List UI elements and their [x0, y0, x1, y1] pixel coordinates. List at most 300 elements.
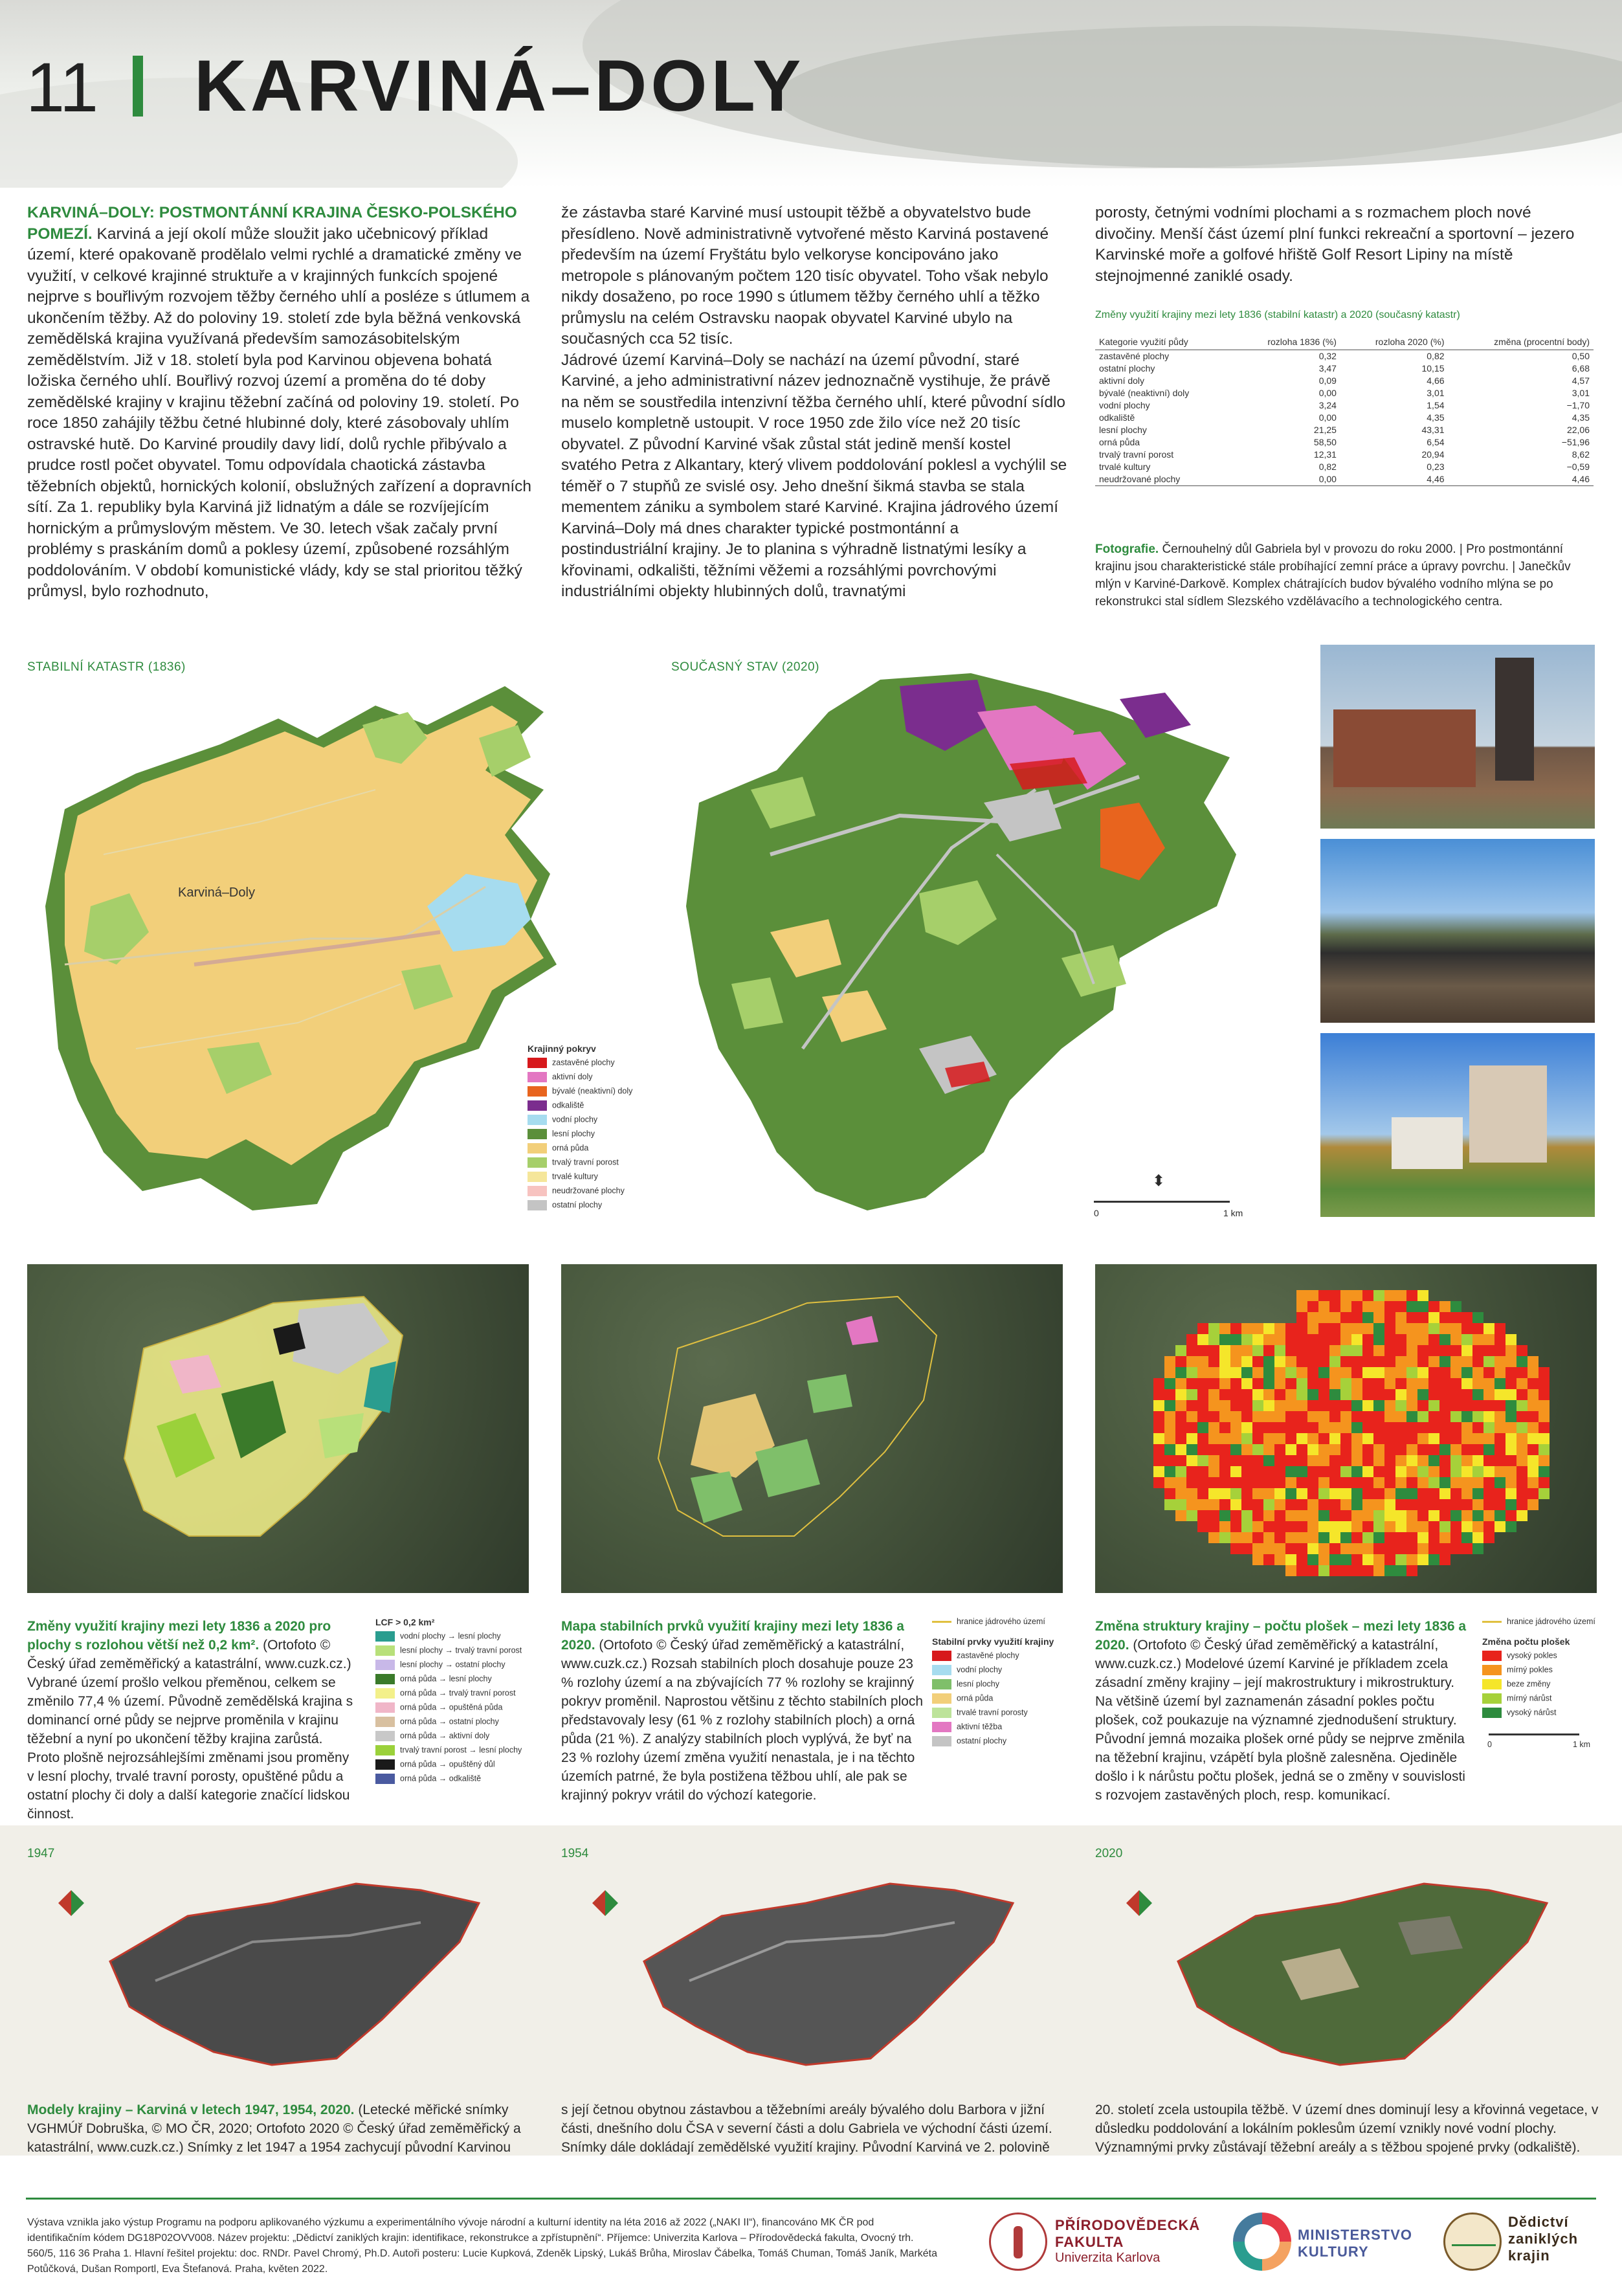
legend-label: lesní plochy → trvalý travní porost — [400, 1645, 522, 1655]
patch-cell — [1296, 1543, 1307, 1554]
patch-cell — [1274, 1433, 1285, 1444]
table-cell: 4,46 — [1449, 473, 1594, 486]
footer-divider — [26, 2198, 1596, 2200]
patch-cell — [1384, 1290, 1395, 1301]
legend-swatch — [932, 1679, 951, 1689]
table-cell: −0,59 — [1566, 462, 1590, 472]
patch-cell — [1186, 1356, 1197, 1367]
patch-cell — [1241, 1477, 1252, 1488]
patch-cell — [1285, 1554, 1296, 1565]
model-1947 — [58, 1864, 511, 2078]
patch-cell — [1285, 1466, 1296, 1477]
table-cell: 0,82 — [1427, 351, 1445, 361]
table-cell: 43,31 — [1421, 425, 1445, 435]
patch-cell — [1439, 1367, 1450, 1378]
patch-cell — [1362, 1521, 1373, 1532]
patch-cell — [1362, 1422, 1373, 1433]
patch-cell — [1285, 1422, 1296, 1433]
patch-cell — [1384, 1565, 1395, 1576]
patch-cell — [1428, 1477, 1439, 1488]
patch-cell — [1528, 1422, 1539, 1433]
patch-cell — [1208, 1433, 1219, 1444]
table-row — [1095, 362, 1594, 375]
map-2020-label: SOUČASNÝ STAV (2020) — [671, 660, 819, 674]
patch-cell — [1362, 1334, 1373, 1345]
legend-swatch — [375, 1731, 395, 1741]
patch-cell — [1164, 1389, 1175, 1400]
patch-cell — [1285, 1444, 1296, 1455]
patch-cell — [1505, 1411, 1516, 1422]
patch-cell — [1472, 1477, 1483, 1488]
patch-cell — [1384, 1488, 1395, 1499]
table-cell: 3,01 — [1572, 388, 1590, 398]
patch-cell — [1373, 1400, 1384, 1411]
patch-cell — [1472, 1400, 1483, 1411]
patch-cell — [1263, 1389, 1274, 1400]
table-cell: 21,25 — [1313, 425, 1337, 435]
patch-cell — [1296, 1565, 1307, 1576]
patch-cell — [1351, 1345, 1362, 1356]
patch-cell — [1461, 1477, 1472, 1488]
legend-item — [1482, 1665, 1599, 1679]
table-title: Změny využití krajiny mezi lety 1836 (stabilní katastr) a 2020 (současný katastr) — [1095, 309, 1460, 320]
table-row — [1095, 387, 1594, 399]
patch-cell — [1450, 1422, 1461, 1433]
patch-cell — [1340, 1455, 1351, 1466]
legend-label: vodní plochy — [552, 1115, 598, 1124]
patch-cell — [1296, 1510, 1307, 1521]
ministry-logo-text — [1298, 2227, 1412, 2260]
patch-cell — [1230, 1345, 1241, 1356]
patch-cell — [1516, 1378, 1528, 1389]
patch-cell — [1263, 1422, 1274, 1433]
patch-cell — [1296, 1532, 1307, 1543]
legend-swatch — [932, 1736, 951, 1746]
legend-swatch — [932, 1693, 951, 1704]
patch-cell — [1406, 1521, 1417, 1532]
legend-swatch — [375, 1759, 395, 1770]
patch-cell — [1384, 1455, 1395, 1466]
patch-cell — [1241, 1499, 1252, 1510]
heritage-logo-line1: Dědictví — [1508, 2214, 1569, 2230]
patch-cell — [1362, 1510, 1373, 1521]
patch-cell — [1483, 1323, 1494, 1334]
patch-cell — [1505, 1422, 1516, 1433]
patch-cell — [1329, 1466, 1340, 1477]
patch-cell — [1175, 1345, 1186, 1356]
patch-cell — [1362, 1378, 1373, 1389]
patch-cell — [1439, 1444, 1450, 1455]
patch-cell — [1384, 1301, 1395, 1312]
patch-cell — [1175, 1367, 1186, 1378]
legend-swatch — [1482, 1651, 1502, 1661]
patch-cell — [1406, 1367, 1417, 1378]
patch-cell — [1406, 1323, 1417, 1334]
patch-cell — [1539, 1378, 1550, 1389]
legend-swatch — [528, 1100, 547, 1111]
patch-cell — [1373, 1444, 1384, 1455]
patch-cell — [1153, 1466, 1164, 1477]
patch-cell — [1263, 1521, 1274, 1532]
patch-cell — [1450, 1389, 1461, 1400]
patch-cell — [1252, 1499, 1263, 1510]
patch-cell — [1340, 1378, 1351, 1389]
patch-cell — [1384, 1367, 1395, 1378]
patch-cell — [1329, 1554, 1340, 1565]
patch-cell — [1351, 1378, 1362, 1389]
patch-cell — [1539, 1422, 1550, 1433]
patch-cell — [1351, 1444, 1362, 1455]
patch-cell — [1219, 1345, 1230, 1356]
table-cell: orná půda — [1099, 437, 1140, 447]
patch-cell — [1528, 1499, 1539, 1510]
patch-cell — [1340, 1488, 1351, 1499]
patch-cell — [1186, 1389, 1197, 1400]
legend-label: trvalý travní porost — [552, 1157, 619, 1167]
patch-cell — [1197, 1367, 1208, 1378]
patch-cell — [1472, 1345, 1483, 1356]
patch-cell — [1395, 1477, 1406, 1488]
patch-cell — [1428, 1312, 1439, 1323]
patch-cell — [1296, 1499, 1307, 1510]
patch-cell — [1219, 1389, 1230, 1400]
patch-cell — [1164, 1477, 1175, 1488]
patch-cell — [1175, 1455, 1186, 1466]
patch-cell — [1307, 1323, 1318, 1334]
patch-cell — [1373, 1389, 1384, 1400]
patch-cell — [1307, 1312, 1318, 1323]
patch-cell — [1417, 1334, 1428, 1345]
patch-cell — [1285, 1433, 1296, 1444]
patch-cell — [1351, 1521, 1362, 1532]
patch-cell — [1483, 1367, 1494, 1378]
patch-cell — [1175, 1433, 1186, 1444]
patch-cell — [1351, 1301, 1362, 1312]
patch-cell — [1307, 1543, 1318, 1554]
patch-cell — [1230, 1499, 1241, 1510]
patch-cell — [1439, 1455, 1450, 1466]
patch-cell — [1417, 1433, 1428, 1444]
caption-stable-title: Mapa stabilních prvků využití krajiny mezi lety 1836 a 2020. — [561, 1619, 904, 1653]
patch-cell — [1296, 1356, 1307, 1367]
patch-cell — [1252, 1323, 1263, 1334]
patch-cell — [1285, 1334, 1296, 1345]
legend-swatch — [375, 1774, 395, 1784]
patch-cell — [1472, 1312, 1483, 1323]
patch-cell — [1406, 1554, 1417, 1565]
patch-cell — [1208, 1466, 1219, 1477]
stable-elements-overlay — [561, 1264, 1063, 1593]
patch-cell — [1219, 1422, 1230, 1433]
north-arrow-icon: ⬍ — [1152, 1172, 1166, 1190]
patch-cell — [1384, 1323, 1395, 1334]
legend-label: orná půda → lesní plochy — [400, 1674, 492, 1684]
patch-cell — [1505, 1499, 1516, 1510]
patch-cell — [1318, 1301, 1329, 1312]
patch-cell — [1494, 1345, 1505, 1356]
patch-cell — [1318, 1565, 1329, 1576]
patch-cell — [1164, 1400, 1175, 1411]
patch-cell — [1340, 1334, 1351, 1345]
patch-cell — [1494, 1356, 1505, 1367]
patch-cell — [1450, 1345, 1461, 1356]
patch-cell — [1395, 1356, 1406, 1367]
patch-cell — [1230, 1455, 1241, 1466]
patch-cell — [1164, 1367, 1175, 1378]
patch-cell — [1494, 1510, 1505, 1521]
legend-item — [932, 1679, 1074, 1693]
scale-km: 1 km — [1223, 1208, 1243, 1218]
table-cell: 3,24 — [1318, 400, 1337, 410]
legend-item — [528, 1129, 676, 1143]
patch-cell — [1318, 1356, 1329, 1367]
patch-cell — [1384, 1433, 1395, 1444]
legend-item — [1482, 1708, 1599, 1722]
patch-cell — [1384, 1345, 1395, 1356]
legend-item — [528, 1058, 676, 1072]
patch-cell — [1274, 1477, 1285, 1488]
patch-cell — [1428, 1356, 1439, 1367]
patch-cell — [1428, 1554, 1439, 1565]
legend-label: bývalé (neaktivní) doly — [552, 1086, 633, 1096]
legend-item — [528, 1157, 676, 1172]
patch-cell — [1362, 1312, 1373, 1323]
patch-cell — [1483, 1400, 1494, 1411]
patch-cell — [1483, 1422, 1494, 1433]
patch-cell — [1153, 1411, 1164, 1422]
patch-cell — [1318, 1334, 1329, 1345]
patch-cell — [1340, 1499, 1351, 1510]
legend-item — [528, 1100, 676, 1115]
patch-cell — [1395, 1378, 1406, 1389]
patch-cell — [1505, 1466, 1516, 1477]
patch-cell — [1274, 1356, 1285, 1367]
patch-cell — [1472, 1389, 1483, 1400]
caption-patch-text: (Ortofoto © Český úřad zeměměřický a katastrální, www.cuzk.cz.) Modelové území Karviné je příkladem zcela zásadní změny krajiny – její makrostruktury i mikrostruktury. Na většině území byl zaznamenán zásadní pokles počtu plošek, což poukazuje na významné zjednodušení struktury. Původní jemná mozaika plošek orné půdy se nejprve změnila na těžební krajinu, vzápětí byla plošně zalesněna. Ojediněle došlo i k nárůstu počtu plošek, jedná se o změny v souvislosti s rozvojem zastavěných ploch, resp. komunikací. — [1095, 1638, 1465, 1803]
patch-cell — [1241, 1411, 1252, 1422]
patch-cell — [1197, 1488, 1208, 1499]
legend-swatch — [375, 1688, 395, 1699]
legend-swatch — [375, 1745, 395, 1755]
intro-text-1: Karviná a její okolí může sloužit jako učebnicový příklad území, které opakovaně prodělalo velmi rychlé a dramatické změny ve využití, v celkové krajinné struktuře a v krajinných funkcích spojené nejprve s bouřlivým rozvojem těžby černého uhlí a posléze s útlumem a ukončením těžby. Až do poloviny 19. století zde byla běžná venkovská zemědělská krajina využívaná především samozásobitelským zemědělstvím. Již v 18. století byla pod Karvinou objevena bohatá ložiska černého uhlí. Bouřlivý rozvoj území a proměna do té doby zemědělské krajiny v krajinu těžební začíná od poloviny 19. století. Po roce 1850 zahájily těžbu četné hlubinné doly, které zásobovaly uhlím ostravské hutě. Do Karviné proudily davy lidí, dolů rychle přibývalo a prudce rostl počet obyvatel. Tomu odpovídala chaotická zástavba těžebních objektů, hornických kolonií, obslužných zařízení a dopravních sítí. Za 1. republiky byla Karviná již lidnatým a dále se rozvíjejícím hornickým a průmyslovým městem. Ve 30. letech však začaly první problémy s praskáním domů a poklesy území, způsobené rozsáhlým poddolováním. V období komunistické vlády, kdy se stal prioritou těžký průmysl, bylo rozhodnuto, — [27, 225, 531, 600]
patch-cell — [1428, 1488, 1439, 1499]
patch-cell — [1252, 1466, 1263, 1477]
legend-swatch — [1482, 1708, 1502, 1718]
patch-cell — [1241, 1323, 1252, 1334]
patch-cell — [1307, 1510, 1318, 1521]
patch-cell — [1406, 1543, 1417, 1554]
patch-cell — [1296, 1444, 1307, 1455]
table-cell: 6,54 — [1427, 437, 1445, 447]
legend-label: orná půda → trvalý travní porost — [400, 1688, 516, 1698]
patch-cell — [1329, 1477, 1340, 1488]
patch-cell — [1175, 1411, 1186, 1422]
patch-cell — [1362, 1411, 1373, 1422]
patch-cell — [1406, 1455, 1417, 1466]
patch-cell — [1494, 1521, 1505, 1532]
patch-cell — [1373, 1499, 1384, 1510]
patch-cell — [1395, 1323, 1406, 1334]
patch-cell — [1373, 1488, 1384, 1499]
lcf-legend — [375, 1617, 544, 1788]
patch-cell — [1417, 1521, 1428, 1532]
patch-boundary-swatch — [1482, 1621, 1502, 1623]
table-cell: zastavěné plochy — [1099, 351, 1170, 361]
patch-cell — [1461, 1488, 1472, 1499]
patch-cell — [1539, 1367, 1550, 1378]
legend-item — [932, 1736, 1074, 1750]
legend-item — [528, 1086, 676, 1100]
patch-cell — [1241, 1466, 1252, 1477]
patch-cell — [1428, 1389, 1439, 1400]
patch-cell — [1197, 1477, 1208, 1488]
patch-cell — [1472, 1422, 1483, 1433]
patch-cell — [1373, 1565, 1384, 1576]
patch-cell — [1439, 1521, 1450, 1532]
patch-cell — [1373, 1455, 1384, 1466]
patch-cell — [1362, 1367, 1373, 1378]
patch-cell — [1274, 1422, 1285, 1433]
patch-cell — [1494, 1488, 1505, 1499]
patch-cell — [1296, 1411, 1307, 1422]
patch-cell — [1318, 1378, 1329, 1389]
legend-label: odkaliště — [552, 1100, 584, 1110]
patch-cell — [1164, 1455, 1175, 1466]
patch-cell — [1483, 1389, 1494, 1400]
patch-cell — [1219, 1499, 1230, 1510]
map-patch-change — [1095, 1264, 1597, 1593]
patch-cell — [1428, 1411, 1439, 1422]
patch-cell — [1516, 1389, 1528, 1400]
patch-cell — [1329, 1290, 1340, 1301]
legend-label: vysoký pokles — [1507, 1651, 1557, 1660]
legend-item — [932, 1693, 1074, 1708]
patch-cell — [1417, 1389, 1428, 1400]
patch-cell — [1241, 1389, 1252, 1400]
patch-cell — [1197, 1323, 1208, 1334]
patch-cell — [1351, 1565, 1362, 1576]
patch-cell — [1450, 1455, 1461, 1466]
patch-cell — [1461, 1389, 1472, 1400]
patch-cell — [1219, 1455, 1230, 1466]
patch-cell — [1362, 1323, 1373, 1334]
patch-cell — [1450, 1543, 1461, 1554]
patch-cell — [1351, 1312, 1362, 1323]
patch-cell — [1362, 1433, 1373, 1444]
patch-cell — [1505, 1345, 1516, 1356]
patch-cell — [1505, 1400, 1516, 1411]
legend-item — [932, 1708, 1074, 1722]
patch-cell — [1406, 1334, 1417, 1345]
patch-cell — [1461, 1510, 1472, 1521]
patch-cell — [1296, 1389, 1307, 1400]
scale-zero: 0 — [1094, 1208, 1099, 1218]
patch-cell — [1483, 1488, 1494, 1499]
page-title: KARVINÁ–DOLY — [194, 45, 805, 126]
patch-boundary-label: hranice jádrového území — [1507, 1617, 1595, 1626]
patch-cell — [1505, 1455, 1516, 1466]
patch-cell — [1384, 1499, 1395, 1510]
patch-cell — [1252, 1367, 1263, 1378]
patch-cell — [1197, 1444, 1208, 1455]
patch-cell — [1164, 1378, 1175, 1389]
patch-cell — [1252, 1444, 1263, 1455]
patch-cell — [1450, 1367, 1461, 1378]
map-1836 — [39, 660, 570, 1230]
patch-cell — [1296, 1422, 1307, 1433]
patch-cell — [1461, 1499, 1472, 1510]
patch-cell — [1505, 1389, 1516, 1400]
patch-cell — [1285, 1378, 1296, 1389]
patch-cell — [1395, 1543, 1406, 1554]
table-cell: odkaliště — [1099, 412, 1135, 423]
patch-cell — [1307, 1466, 1318, 1477]
patch-cell — [1208, 1356, 1219, 1367]
patch-cell — [1340, 1565, 1351, 1576]
patch-cell — [1461, 1466, 1472, 1477]
patch-cell — [1197, 1510, 1208, 1521]
patch-cell — [1516, 1411, 1528, 1422]
patch-cell — [1351, 1367, 1362, 1378]
patch-cell — [1329, 1510, 1340, 1521]
patch-cell — [1505, 1444, 1516, 1455]
patch-cell — [1186, 1378, 1197, 1389]
patch-cell — [1252, 1477, 1263, 1488]
patch-cell — [1241, 1422, 1252, 1433]
patch-cell — [1197, 1400, 1208, 1411]
patch-cell — [1439, 1499, 1450, 1510]
patch-cell — [1450, 1334, 1461, 1345]
patch-cell — [1219, 1433, 1230, 1444]
patch-cell — [1417, 1554, 1428, 1565]
patch-cell — [1219, 1532, 1230, 1543]
patch-cell — [1186, 1466, 1197, 1477]
patch-cell — [1516, 1510, 1528, 1521]
legend-item — [528, 1115, 676, 1129]
patch-cell — [1318, 1444, 1329, 1455]
patch-cell — [1241, 1356, 1252, 1367]
patch-cell — [1373, 1554, 1384, 1565]
patch-cell — [1417, 1345, 1428, 1356]
patch-cell — [1285, 1521, 1296, 1532]
patch-cell — [1461, 1433, 1472, 1444]
patch-cell — [1329, 1356, 1340, 1367]
patch-cell — [1274, 1444, 1285, 1455]
patch-cell — [1362, 1290, 1373, 1301]
patch-cell — [1428, 1345, 1439, 1356]
patch-cell — [1417, 1477, 1428, 1488]
patch-cell — [1340, 1290, 1351, 1301]
patch-cell — [1406, 1422, 1417, 1433]
patch-cell — [1263, 1532, 1274, 1543]
legend-swatch — [932, 1665, 951, 1675]
patch-cell — [1175, 1477, 1186, 1488]
patch-cell — [1362, 1477, 1373, 1488]
patch-cell — [1153, 1400, 1164, 1411]
table-cell: lesní plochy — [1099, 425, 1147, 435]
legend-item — [528, 1172, 676, 1186]
patch-scale-zero: 0 — [1487, 1740, 1492, 1749]
patch-cell — [1285, 1510, 1296, 1521]
patch-cell — [1219, 1444, 1230, 1455]
patch-cell — [1307, 1290, 1318, 1301]
patch-cell — [1175, 1400, 1186, 1411]
patch-cell — [1307, 1477, 1318, 1488]
patch-cell — [1439, 1312, 1450, 1323]
patch-cell — [1494, 1334, 1505, 1345]
patch-cell — [1384, 1521, 1395, 1532]
patch-cell — [1373, 1301, 1384, 1312]
